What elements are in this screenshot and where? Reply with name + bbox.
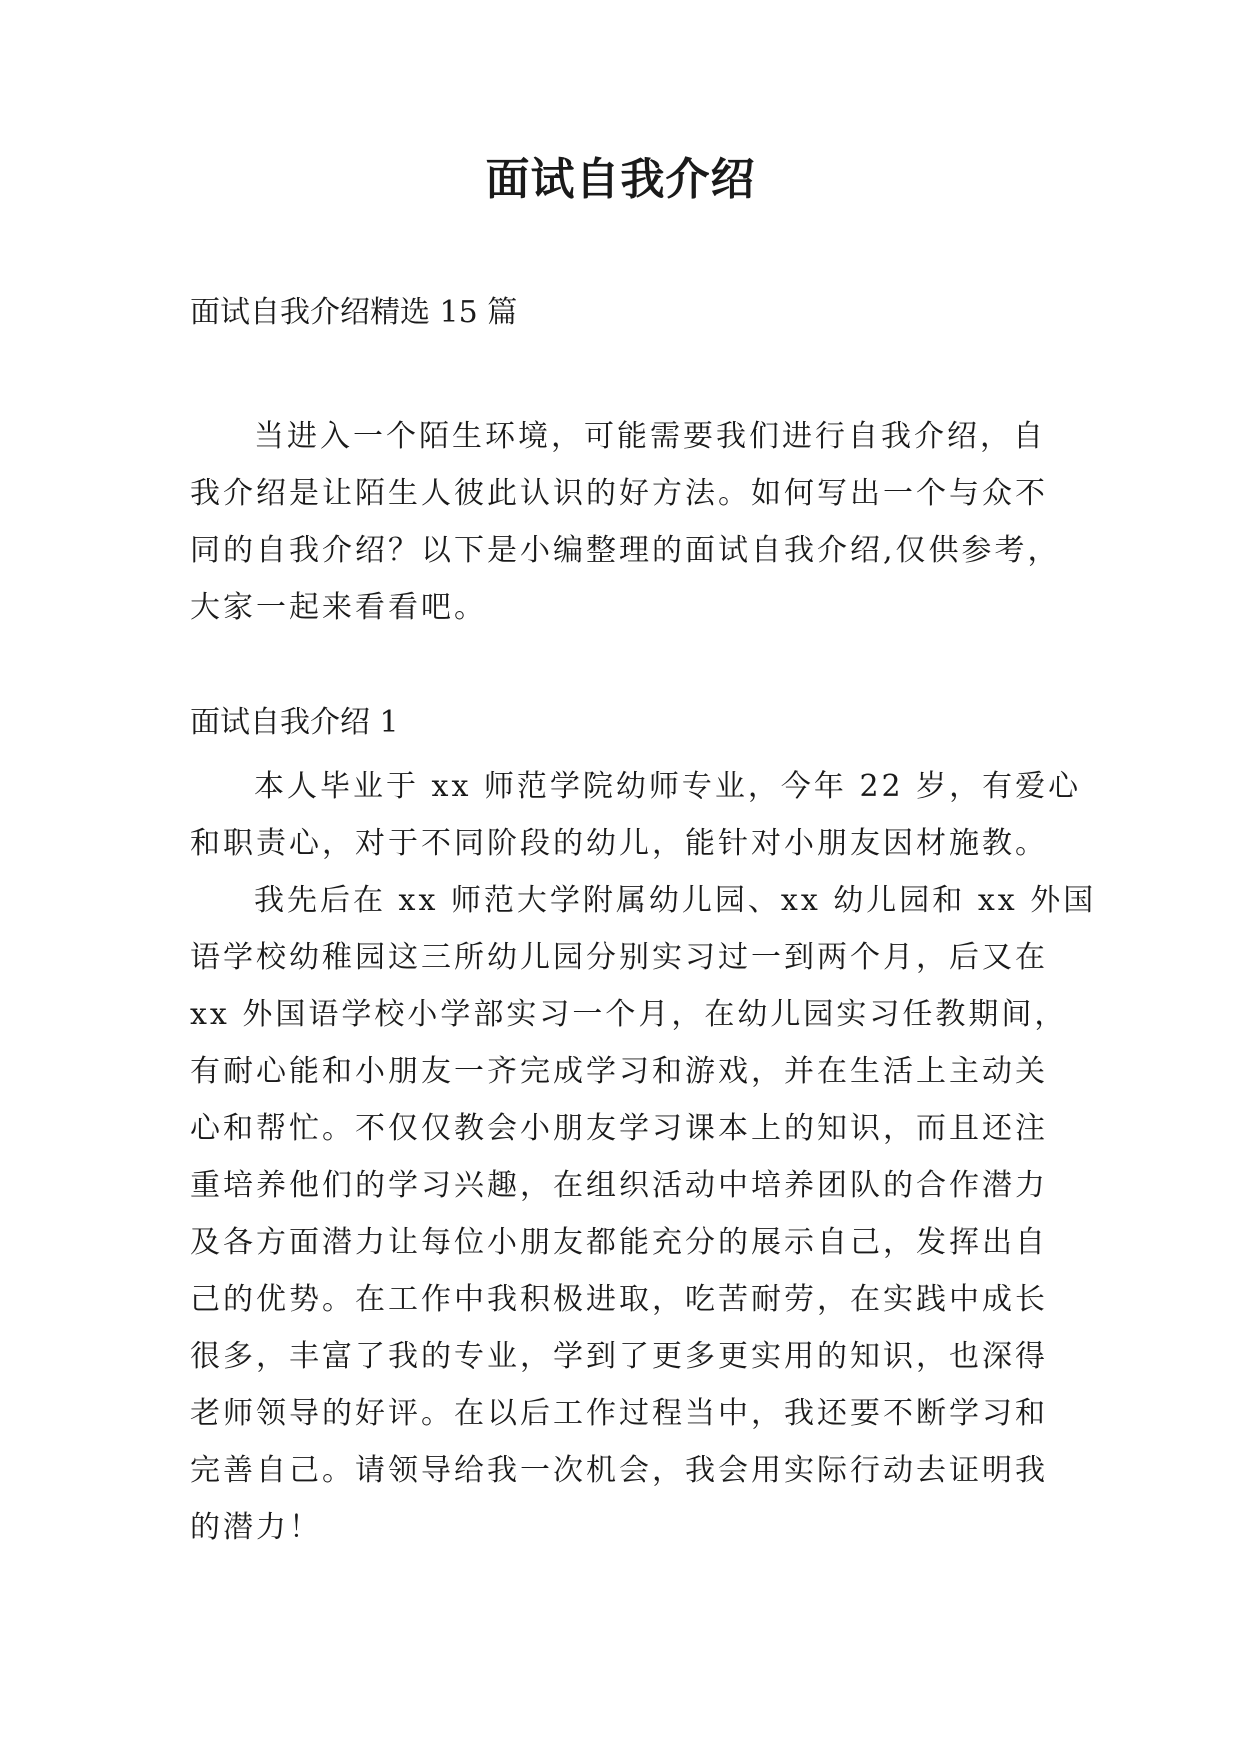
paragraph-line: 完善自己。请领导给我一次机会，我会用实际行动去证明我 xyxy=(190,1453,1048,1488)
paragraph-line: 的潜力！ xyxy=(190,1510,322,1545)
document-title: 面试自我介绍 xyxy=(485,154,756,205)
paragraph-line: 老师领导的好评。在以后工作过程当中，我还要不断学习和 xyxy=(190,1396,1048,1431)
intro-line: 我介绍是让陌生人彼此认识的好方法。如何写出一个与众不 xyxy=(190,476,1048,511)
paragraph-line: 我先后在 xx 师范大学附属幼儿园、xx 幼儿园和 xx 外国 xyxy=(254,883,1097,918)
body-paragraph-1 xyxy=(190,758,1082,872)
paragraph-line: 己的优势。在工作中我积极进取，吃苦耐劳，在实践中成长 xyxy=(190,1282,1048,1317)
paragraph-line: 本人毕业于 xx 师范学院幼师专业，今年 22 岁，有爱心 xyxy=(254,769,1082,804)
paragraph-line: xx 外国语学校小学部实习一个月，在幼儿园实习任教期间， xyxy=(190,997,1068,1032)
paragraph-line: 及各方面潜力让每位小朋友都能充分的展示自己，发挥出自 xyxy=(190,1225,1048,1260)
document-subtitle: 面试自我介绍精选 15 篇 xyxy=(190,295,518,330)
paragraph-line: 心和帮忙。不仅仅教会小朋友学习课本上的知识，而且还注 xyxy=(190,1111,1048,1146)
section-heading: 面试自我介绍 1 xyxy=(190,705,399,740)
body-paragraph-2 xyxy=(190,872,1097,1556)
paragraph-line: 语学校幼稚园这三所幼儿园分别实习过一到两个月，后又在 xyxy=(190,940,1048,975)
paragraph-line: 重培养他们的学习兴趣，在组织活动中培养团队的合作潜力 xyxy=(190,1168,1048,1203)
intro-line: 大家一起来看看吧。 xyxy=(190,590,487,625)
paragraph-line: 和职责心，对于不同阶段的幼儿，能针对小朋友因材施教。 xyxy=(190,826,1048,861)
intro-paragraph xyxy=(190,408,1060,636)
paragraph-line: 很多，丰富了我的专业，学到了更多更实用的知识，也深得 xyxy=(190,1339,1048,1374)
intro-line: 同的自我介绍？以下是小编整理的面试自我介绍,仅供参考， xyxy=(190,533,1061,568)
paragraph-line: 有耐心能和小朋友一齐完成学习和游戏，并在生活上主动关 xyxy=(190,1054,1048,1089)
intro-line: 当进入一个陌生环境，可能需要我们进行自我介绍，自 xyxy=(254,419,1046,454)
